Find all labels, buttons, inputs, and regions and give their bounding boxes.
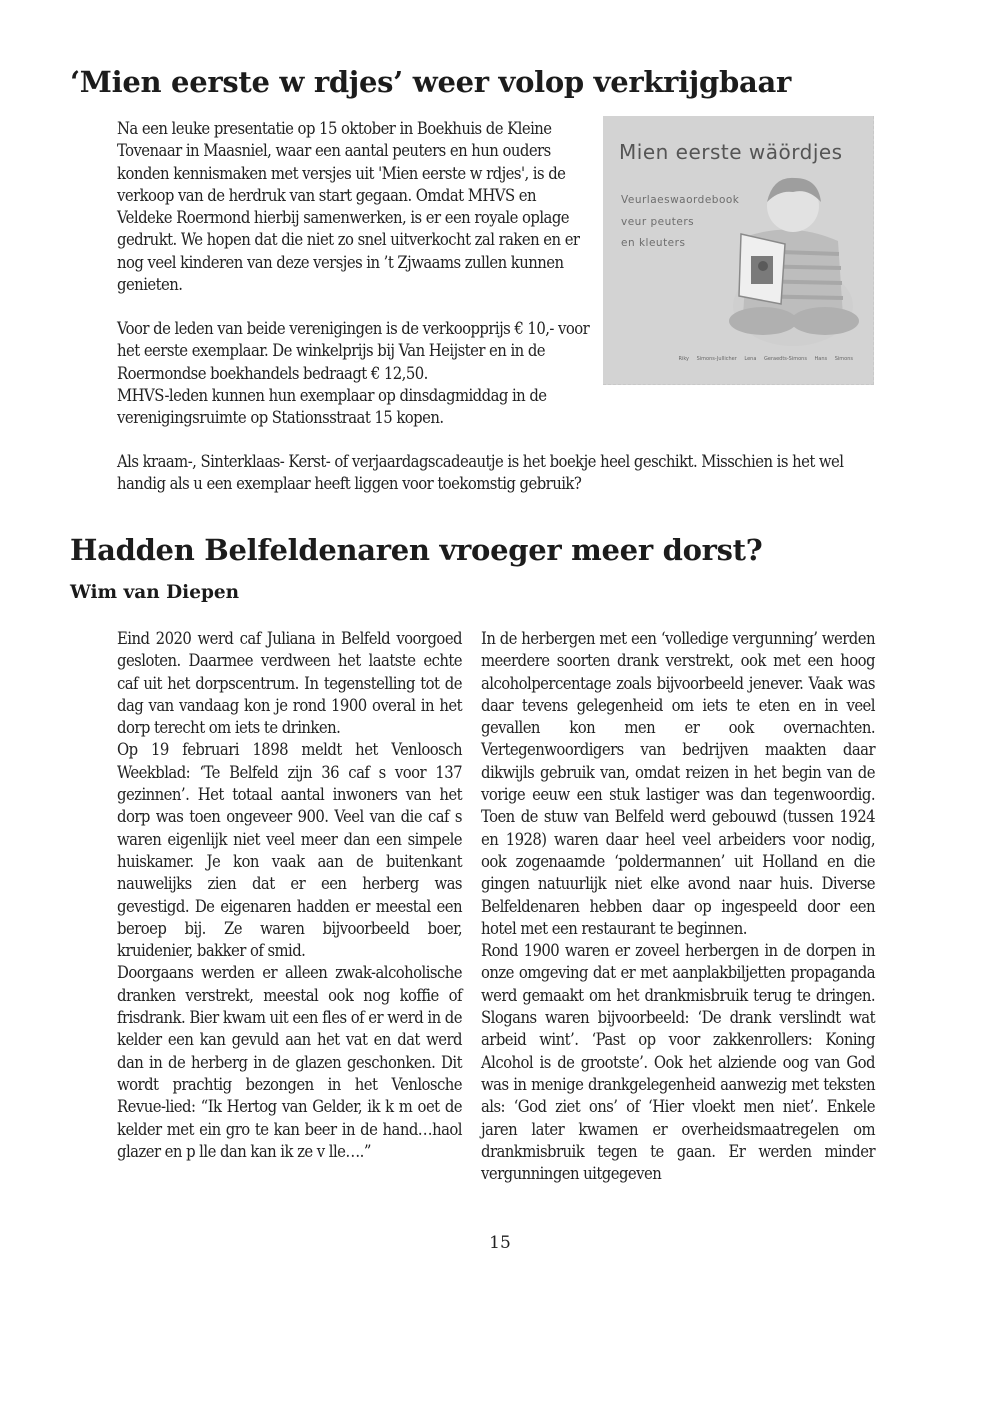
column-paragraph: Eind 2020 werd caf Juliana in Belfeld voorgoed gesloten. Daarmee verdween het laatste echte caf uit het dorpscentrum. In tegenstelling tot de dag van vandaag kon je rond 1900 overal in het dorp terecht om iets te drinken.: [117, 629, 462, 738]
cover-title: Mien eerste wäördjes: [619, 140, 843, 164]
book-gift-paragraph: Als kraam-, Sinterklaas- Kerst- of verjaardagscadeautje is het boekje heel geschikt. Misschien is het wel handig als u een exemplaar heeft liggen voor toekomstig gebruik?: [117, 452, 844, 494]
book-prices-paragraph: Voor de leden van beide verenigingen is de verkoopprijs € 10,- voor het eerste exemplaar. De winkelprijs bij Van Heijster en in de Roermondse boekhandels bedraagt € 12,50. MHVS-leden kunnen hun exemplaar op dinsdagmiddag in de verenigingsruimte op Stationsstraat 15 kopen.: [117, 319, 590, 428]
column-paragraph: Op 19 februari 1898 meldt het Venloosch Weekblad: ‘Te Belfeld zijn 36 caf s voor 137 gezinnen’. Het totaal aantal inwoners van het dorp was toen ongeveer 900. Veel van die caf s waren eigenlijk niet veel meer dan een simpele huiskamer. Je kon vaak aan de buitenkant nauwelijks zien dat er een herberg was gevestigd. De eigenaren hadden er meestal een beroep bij. Ze waren bijvoorbeeld boer, kruidenier, bakker of smid.: [117, 740, 462, 961]
article-title-belfeld: Hadden Belfeldenaren vroeger meer dorst?: [70, 533, 763, 567]
cover-subtitle-3: en kleuters: [621, 237, 686, 249]
column-paragraph: In de herbergen met een ‘volledige vergunning’ werden meerdere soorten drank verstrekt, ook met een hoog alcoholpercentage zoals bijvoorbeeld jenever. Vaak was daar tevens gelegenheid om iets te eten en in veel gevallen kon men er ook overnachten. Vertegenwoordigers van bedrijven maakten daar dikwijls gebruik van, omdat reizen in het begin van de vorige eeuw een stuk lastiger was dan tegenwoordig. Toen de stuw van Belfeld werd gebouwd (tussen 1924 en 1928) waren daar heel veel arbeiders voor nodig, ook zogenaamde ‘poldermannen’ uit Holland en die gingen natuurlijk niet elke avond naar huis. Diverse Belfeldenaren hebben daar op ingespeeld door een hotel met een restaurant te beginnen.: [481, 629, 875, 938]
column-paragraph: Rond 1900 waren er zoveel herbergen in de dorpen in onze omgeving dat er met aanplakbiljetten propaganda werd gemaakt om het drankmisbruik terug te dringen. Slogans waren bijvoorbeeld: ‘De drank verslindt wat arbeid wint’. ‘Past op voor zakkenrollers: Koning Alcohol is de grootste’. Ook het alziende oog van God was in menige drankgelegenheid aanwezig met teksten als: ‘God ziet ons’ of ‘Hier vloekt men niet’. Enkele jaren later kwamen er overheidsmaatregelen om drankmisbruik tegen te gaan. Er werden minder vergunningen uitgegeven: [481, 941, 875, 1184]
cover-subtitle-2: veur peuters: [621, 216, 695, 228]
article-title-book: ‘Mien eerste w rdjes’ weer volop verkrijgbaar: [70, 65, 791, 99]
book-cover-image: [603, 116, 874, 385]
cover-authors: Riky Simons-Jullicher Lena Geraedts-Simons Hans Simons: [678, 356, 853, 362]
cover-subtitle-1: Veurlaeswaordebook: [621, 194, 740, 206]
page-number: 15: [489, 1233, 511, 1253]
column-paragraph: Doorgaans werden er alleen zwak-alcoholische dranken verstrekt, meestal ook nog koffie of frisdrank. Bier kwam uit een fles of er werd in de kelder een kan gevuld aan het vat en dat werd dan in de herberg in de glazen geschonken. Dit wordt prachtig bezongen in het Venlosche Revue-lied: “Ik Hertog van Gelder, ik k m oet de kelder met ein gro te kan beer in de hand…haol glazer en p lle dan kan ik ze v lle….”: [117, 963, 462, 1161]
book-intro-paragraph: Na een leuke presentatie op 15 oktober in Boekhuis de Kleine Tovenaar in Maasniel, waar een aantal peuters en hun ouders konden kennismaken met versjes uit 'Mien eerste w rdjes', is de verkoop van de herdruk van start gegaan. Omdat MHVS en Veldeke Roermond hierbij samenwerken, is er een royale oplage gedrukt. We hopen dat die niet zo snel uitverkocht zal raken en er nog veel kinderen van deze versjes in ’t Zjwaams zullen kunnen genieten.: [117, 119, 580, 295]
right-column: [481, 628, 875, 1185]
left-column: [117, 628, 462, 1163]
article-author: Wim van Diepen: [70, 582, 240, 603]
